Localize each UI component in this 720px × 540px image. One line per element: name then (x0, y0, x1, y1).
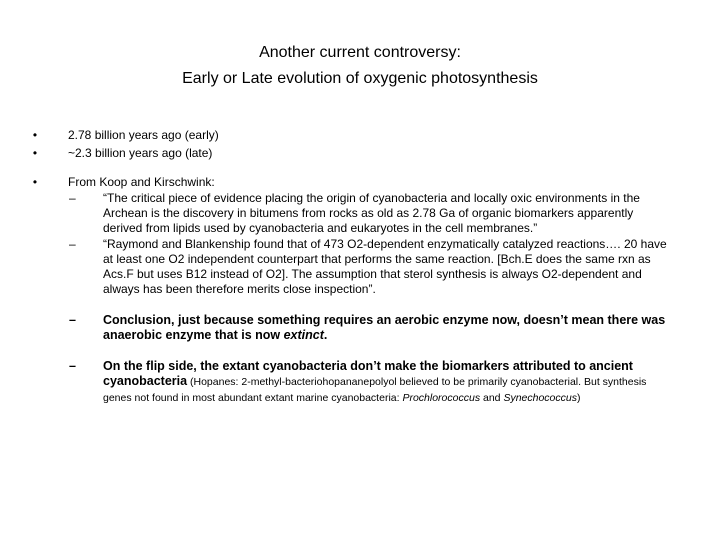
flip-small-text: Hopanes: 2-methyl-bacteriohopananepolyol believed to be primarily cyanobacterial. But synthesis genes not found in most abundant extant marine cyanobacteria: (103, 376, 647, 404)
subpoint-text: “The critical piece of evidence placing the origin of cyanobacteria and locally oxic environments in the Archean is the discovery in bitumens from rocks as old as 2.78 Ga of organic biomarkers apparently derived from lipids used by cyanobacteria and eukaryotes in the cell membranes.” (103, 191, 640, 235)
bullet-dot: • (32, 146, 38, 160)
subpoint-quote-1 (30, 191, 670, 236)
flip-paren-open: ( (187, 376, 194, 388)
bullet-late (30, 146, 670, 161)
slide-body (30, 128, 670, 406)
bullet-text: 2.78 billion years ago (early) (68, 128, 219, 142)
bullet-text: ~2.3 billion years ago (late) (68, 146, 213, 160)
flip-genus-1: Prochlorococcus (402, 392, 481, 404)
bullet-early (30, 128, 670, 143)
bullet-text: From Koop and Kirschwink: (68, 175, 215, 189)
bullet-dot: • (32, 128, 38, 142)
bullet-dot: • (32, 175, 38, 189)
slide-title (60, 40, 660, 92)
bullet-koop-kirschwink (30, 175, 670, 190)
flip-and: and (480, 392, 504, 404)
conclusion-end: . (323, 328, 328, 342)
title-line-2: Early or Late evolution of oxygenic photosynthesis (182, 70, 538, 87)
flip-close: ) (576, 392, 581, 404)
dash-marker: – (69, 359, 76, 373)
subpoint-flip-side (30, 359, 670, 406)
dash-marker: – (69, 313, 76, 327)
flip-bold-text: On the flip side, the extant cyanobacteria don’t make the biomarkers attributed to ancient cyanobacteria (103, 359, 633, 388)
dash-marker: – (69, 237, 76, 251)
dash-marker: – (69, 191, 76, 205)
subpoint-quote-2 (30, 237, 670, 297)
conclusion-italic: extinct (283, 328, 324, 342)
subpoint-conclusion (30, 313, 670, 343)
subpoint-text: “Raymond and Blankenship found that of 473 O2-dependent enzymatically catalyzed reactions…. 20 have at least one O2 independent counterpart that performs the same reaction. [Bch.E does the same rxn as Acs.F but uses B12 instead of O2]. The assumption that sterol synthesis is always O2-dependent and always has been therefore merits close inspection”. (103, 237, 667, 296)
flip-genus-2: Synechococcus (503, 392, 577, 404)
conclusion-text: Conclusion, just because something requires an aerobic enzyme now, doesn’t mean there was anaerobic enzyme that is now (103, 313, 666, 342)
title-line-1: Another current controversy: (259, 44, 461, 61)
